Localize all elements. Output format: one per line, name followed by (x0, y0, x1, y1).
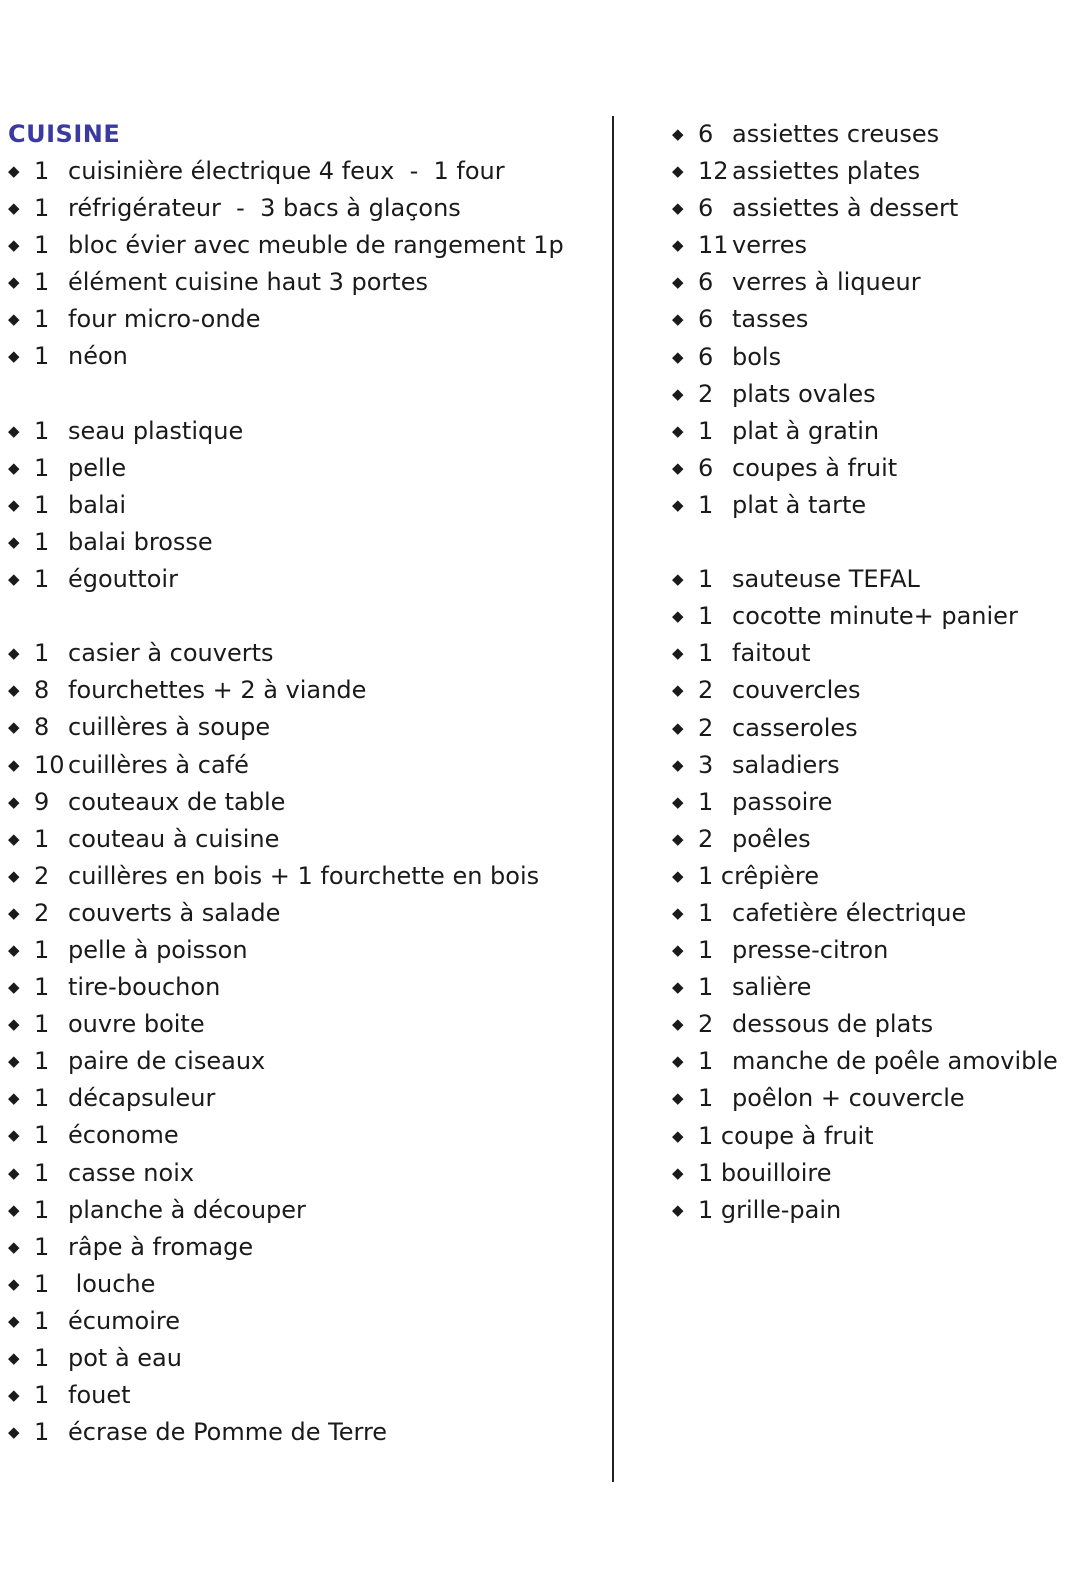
item-quantity: 2 (698, 1010, 714, 1039)
list-item (672, 376, 1072, 413)
list-item (672, 561, 1072, 598)
item-label: assiettes plates (732, 157, 921, 186)
item-quantity: 1 (34, 973, 50, 1002)
item-label: faitout (732, 639, 811, 668)
list-item (672, 598, 1072, 635)
list-item (672, 821, 1072, 858)
item-label: écrase de Pomme de Terre (68, 1418, 388, 1447)
diamond-bullet-icon: ◆ (8, 829, 20, 848)
list-item (672, 969, 1072, 1006)
item-quantity: 1 (34, 453, 50, 482)
diamond-bullet-icon: ◆ (8, 273, 20, 292)
item-label: 1 bouilloire (698, 1158, 832, 1187)
item-label: pelle (68, 453, 127, 482)
item-quantity: 1 (34, 1158, 50, 1187)
diamond-bullet-icon: ◆ (8, 1274, 20, 1293)
list-item (8, 1155, 598, 1192)
list-item (8, 487, 598, 524)
item-quantity: 1 (698, 1047, 714, 1076)
item-quantity: 2 (698, 676, 714, 705)
diamond-bullet-icon: ◆ (8, 1386, 20, 1405)
diamond-bullet-icon: ◆ (672, 1089, 684, 1108)
item-quantity: 8 (34, 676, 50, 705)
diamond-bullet-icon: ◆ (8, 570, 20, 589)
list-item (672, 413, 1072, 450)
list-item (8, 1043, 598, 1080)
item-quantity: 1 (34, 305, 50, 334)
item-quantity: 12 (698, 157, 729, 186)
diamond-bullet-icon: ◆ (8, 1200, 20, 1219)
diamond-bullet-icon: ◆ (8, 421, 20, 440)
diamond-bullet-icon: ◆ (672, 978, 684, 997)
diamond-bullet-icon: ◆ (8, 1052, 20, 1071)
list-item (672, 710, 1072, 747)
item-label: tasses (732, 305, 809, 334)
list-item (8, 1340, 598, 1377)
diamond-bullet-icon: ◆ (8, 458, 20, 477)
diamond-bullet-icon: ◆ (8, 792, 20, 811)
item-label: planche à découper (68, 1195, 306, 1224)
item-label: assiettes creuses (732, 120, 940, 148)
diamond-bullet-icon: ◆ (8, 940, 20, 959)
diamond-bullet-icon: ◆ (8, 681, 20, 700)
right-column (672, 116, 1072, 1229)
diamond-bullet-icon: ◆ (672, 199, 684, 218)
item-label: néon (68, 342, 128, 371)
item-quantity: 9 (34, 787, 50, 816)
diamond-bullet-icon: ◆ (672, 829, 684, 848)
item-quantity: 1 (34, 1381, 50, 1410)
diamond-bullet-icon: ◆ (8, 1163, 20, 1182)
diamond-bullet-icon: ◆ (8, 310, 20, 329)
list-item (8, 561, 598, 598)
item-quantity: 1 (698, 936, 714, 965)
left-item-list (8, 153, 598, 1451)
item-quantity: 1 (34, 416, 50, 445)
item-label: bols (732, 342, 782, 371)
list-item (672, 1155, 1072, 1192)
list-item (672, 1192, 1072, 1229)
item-quantity: 1 (34, 1195, 50, 1224)
list-item (8, 1414, 598, 1451)
item-label: économe (68, 1121, 179, 1150)
diamond-bullet-icon: ◆ (8, 1015, 20, 1034)
diamond-bullet-icon: ◆ (8, 162, 20, 180)
list-item (8, 672, 598, 709)
diamond-bullet-icon: ◆ (672, 644, 684, 663)
item-label: balai (68, 490, 126, 519)
item-quantity: 1 (34, 1306, 50, 1335)
list-item (672, 1006, 1072, 1043)
item-quantity: 2 (34, 898, 50, 927)
item-label: assiettes à dessert (732, 194, 959, 223)
diamond-bullet-icon: ◆ (672, 347, 684, 366)
list-item (672, 450, 1072, 487)
item-label: pelle à poisson (68, 935, 248, 964)
item-quantity: 1 (698, 565, 714, 594)
item-label: écumoire (68, 1306, 181, 1335)
list-item (672, 635, 1072, 672)
diamond-bullet-icon: ◆ (672, 310, 684, 329)
diamond-bullet-icon: ◆ (672, 718, 684, 737)
item-label: poêlon + couvercle (732, 1084, 965, 1113)
diamond-bullet-icon: ◆ (8, 755, 20, 774)
diamond-bullet-icon: ◆ (672, 1163, 684, 1182)
diamond-bullet-icon: ◆ (672, 1126, 684, 1145)
item-label: 1 coupe à fruit (698, 1121, 874, 1150)
diamond-bullet-icon: ◆ (8, 866, 20, 885)
item-label: plat à tarte (732, 490, 867, 519)
list-item (672, 264, 1072, 301)
diamond-bullet-icon: ◆ (8, 1237, 20, 1256)
list-item (8, 264, 598, 301)
item-label: cuillères à soupe (68, 713, 271, 742)
item-quantity: 1 (698, 898, 714, 927)
column-divider (612, 116, 614, 1482)
list-item (8, 1266, 598, 1303)
list-item (672, 784, 1072, 821)
diamond-bullet-icon: ◆ (672, 162, 684, 181)
item-label: coupes à fruit (732, 453, 898, 482)
list-item (8, 190, 598, 227)
diamond-bullet-icon: ◆ (672, 421, 684, 440)
diamond-bullet-icon: ◆ (8, 903, 20, 922)
list-item (672, 190, 1072, 227)
item-quantity: 1 (34, 194, 50, 223)
item-label: réfrigérateur - 3 bacs à glaçons (68, 194, 461, 223)
diamond-bullet-icon: ◆ (8, 236, 20, 255)
item-label: cocotte minute+ panier (732, 602, 1018, 631)
diamond-bullet-icon: ◆ (8, 644, 20, 663)
item-quantity: 2 (698, 379, 714, 408)
item-quantity: 1 (698, 602, 714, 631)
item-label: seau plastique (68, 416, 244, 445)
diamond-bullet-icon: ◆ (672, 1200, 684, 1219)
list-item (8, 1192, 598, 1229)
item-label: couteaux de table (68, 787, 286, 816)
item-label: bloc évier avec meuble de rangement 1p (68, 231, 564, 260)
item-label: verres à liqueur (732, 268, 921, 297)
item-label: four micro-onde (68, 305, 261, 334)
item-label: couvercles (732, 676, 861, 705)
list-item (8, 1117, 598, 1154)
item-quantity: 6 (698, 453, 714, 482)
item-quantity: 1 (34, 824, 50, 853)
section-title: CUISINE (8, 120, 121, 148)
list-item (672, 747, 1072, 784)
list-item (8, 153, 598, 190)
item-label: cuillères en bois + 1 fourchette en bois (68, 861, 540, 890)
diamond-bullet-icon: ◆ (8, 532, 20, 551)
list-item (8, 969, 598, 1006)
item-quantity: 2 (698, 824, 714, 853)
item-label: cuillères à café (68, 750, 249, 779)
item-label: verres (732, 231, 808, 260)
item-label: casse noix (68, 1158, 195, 1187)
item-label: manche de poêle amovible (732, 1047, 1058, 1076)
diamond-bullet-icon: ◆ (8, 347, 20, 366)
list-item (672, 895, 1072, 932)
diamond-bullet-icon: ◆ (672, 755, 684, 774)
item-quantity: 2 (698, 713, 714, 742)
list-item (8, 1080, 598, 1117)
item-quantity: 1 (698, 639, 714, 668)
left-column (8, 116, 598, 1451)
item-quantity: 1 (34, 231, 50, 260)
item-label: dessous de plats (732, 1010, 934, 1039)
item-quantity: 1 (34, 1121, 50, 1150)
diamond-bullet-icon: ◆ (672, 495, 684, 514)
list-item (672, 1118, 1072, 1155)
list-item (8, 227, 598, 264)
diamond-bullet-icon: ◆ (8, 1423, 20, 1442)
list-item (8, 895, 598, 932)
list-item (672, 116, 1072, 153)
list-item (8, 1303, 598, 1340)
diamond-bullet-icon: ◆ (8, 718, 20, 737)
item-quantity: 1 (34, 1269, 50, 1298)
list-item (8, 301, 598, 338)
item-label: fouet (68, 1381, 131, 1410)
item-label: salière (732, 973, 812, 1002)
diamond-bullet-icon: ◆ (672, 236, 684, 255)
item-quantity: 1 (34, 1232, 50, 1261)
item-quantity: 10 (34, 750, 65, 779)
diamond-bullet-icon: ◆ (672, 941, 684, 960)
item-label: cafetière électrique (732, 898, 967, 927)
diamond-bullet-icon: ◆ (672, 607, 684, 626)
item-quantity: 1 (34, 157, 50, 185)
diamond-bullet-icon: ◆ (672, 570, 684, 589)
diamond-bullet-icon: ◆ (8, 199, 20, 218)
item-label: râpe à fromage (68, 1232, 254, 1261)
item-quantity: 1 (34, 342, 50, 371)
diamond-bullet-icon: ◆ (672, 792, 684, 811)
diamond-bullet-icon: ◆ (8, 1126, 20, 1145)
item-label: fourchettes + 2 à viande (68, 676, 367, 705)
diamond-bullet-icon: ◆ (8, 1311, 20, 1330)
list-item (672, 1080, 1072, 1117)
diamond-bullet-icon: ◆ (672, 1015, 684, 1034)
item-quantity: 1 (34, 565, 50, 594)
list-item (8, 635, 598, 672)
item-quantity: 1 (34, 1344, 50, 1372)
item-quantity: 1 (34, 935, 50, 964)
diamond-bullet-icon: ◆ (672, 273, 684, 292)
item-label: balai brosse (68, 527, 213, 556)
list-item (672, 1043, 1072, 1080)
list-item (672, 858, 1072, 895)
diamond-bullet-icon: ◆ (672, 866, 684, 885)
item-label: plats ovales (732, 379, 876, 408)
diamond-bullet-icon: ◆ (672, 384, 684, 403)
item-label: 1 grille-pain (698, 1195, 842, 1224)
item-quantity: 1 (698, 973, 714, 1002)
item-label: louche (68, 1269, 156, 1298)
right-item-list (672, 116, 1072, 1229)
spacer (672, 524, 1072, 561)
list-item (672, 301, 1072, 338)
list-item (8, 709, 598, 746)
item-label: passoire (732, 787, 833, 816)
item-label: égouttoir (68, 565, 178, 594)
list-item (8, 450, 598, 487)
item-label: poêles (732, 824, 811, 853)
item-label: pot à eau (68, 1344, 182, 1372)
diamond-bullet-icon: ◆ (8, 978, 20, 997)
item-label: cuisinière électrique 4 feux - 1 four (68, 157, 505, 185)
spacer (8, 598, 598, 635)
list-item (8, 1006, 598, 1043)
item-quantity: 6 (698, 268, 714, 297)
item-label: couteau à cuisine (68, 824, 280, 853)
list-item (8, 932, 598, 969)
item-label: paire de ciseaux (68, 1047, 266, 1076)
item-label: couverts à salade (68, 898, 281, 927)
list-item (8, 747, 598, 784)
item-label: sauteuse TEFAL (732, 565, 920, 594)
list-item (8, 784, 598, 821)
item-label: ouvre boite (68, 1010, 205, 1039)
list-item (8, 858, 598, 895)
item-label: 1 crêpière (698, 861, 819, 890)
item-quantity: 1 (34, 1010, 50, 1039)
item-quantity: 1 (34, 490, 50, 519)
item-quantity: 1 (34, 639, 50, 668)
list-item (8, 1377, 598, 1414)
item-quantity: 1 (34, 1084, 50, 1113)
list-item (672, 487, 1072, 524)
diamond-bullet-icon: ◆ (672, 458, 684, 477)
item-quantity: 1 (34, 268, 50, 297)
diamond-bullet-icon: ◆ (8, 1349, 20, 1367)
list-item (672, 339, 1072, 376)
item-quantity: 1 (34, 527, 50, 556)
item-quantity: 1 (34, 1418, 50, 1447)
item-quantity: 1 (698, 1084, 714, 1113)
list-item (8, 413, 598, 450)
item-quantity: 1 (698, 416, 714, 445)
item-label: tire-bouchon (68, 973, 221, 1002)
diamond-bullet-icon: ◆ (8, 1089, 20, 1108)
item-label: élément cuisine haut 3 portes (68, 268, 428, 297)
diamond-bullet-icon: ◆ (672, 681, 684, 700)
item-label: casseroles (732, 713, 858, 742)
item-quantity: 6 (698, 305, 714, 334)
list-item (8, 1229, 598, 1266)
item-label: presse-citron (732, 936, 889, 965)
item-quantity: 2 (34, 861, 50, 890)
list-item (672, 932, 1072, 969)
item-quantity: 6 (698, 342, 714, 371)
item-quantity: 8 (34, 713, 50, 742)
diamond-bullet-icon: ◆ (672, 125, 684, 143)
spacer (8, 376, 598, 413)
list-item (8, 524, 598, 561)
item-quantity: 11 (698, 231, 729, 260)
diamond-bullet-icon: ◆ (672, 1052, 684, 1071)
list-item (672, 672, 1072, 709)
item-label: casier à couverts (68, 639, 274, 668)
list-item (672, 153, 1072, 190)
list-item (8, 821, 598, 858)
item-label: saladiers (732, 750, 840, 779)
list-item (8, 338, 598, 375)
item-quantity: 1 (34, 1047, 50, 1076)
item-quantity: 1 (698, 787, 714, 816)
item-quantity: 3 (698, 750, 714, 779)
item-quantity: 6 (698, 120, 714, 148)
diamond-bullet-icon: ◆ (8, 495, 20, 514)
item-quantity: 1 (698, 490, 714, 519)
item-label: plat à gratin (732, 416, 880, 445)
diamond-bullet-icon: ◆ (672, 903, 684, 922)
item-label: décapsuleur (68, 1084, 216, 1113)
item-quantity: 6 (698, 194, 714, 223)
list-item (672, 227, 1072, 264)
